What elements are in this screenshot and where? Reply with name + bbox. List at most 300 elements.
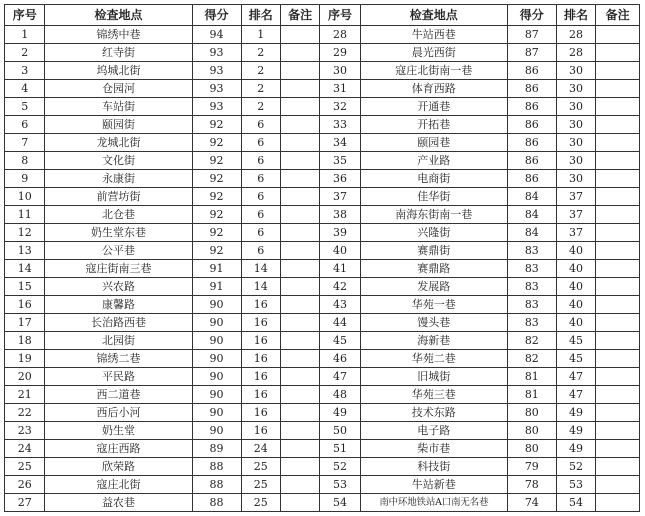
cell-no: 25 — [5, 458, 45, 476]
cell-rank: 30 — [556, 134, 595, 152]
cell-note — [280, 260, 319, 278]
cell-note — [280, 116, 319, 134]
cell-rank: 40 — [556, 278, 595, 296]
cell-no: 41 — [320, 260, 360, 278]
cell-place: 奶生堂东巷 — [45, 224, 192, 242]
cell-rank: 40 — [556, 296, 595, 314]
cell-score: 92 — [192, 134, 241, 152]
cell-place: 开通巷 — [360, 98, 507, 116]
cell-note — [596, 440, 640, 458]
cell-no: 40 — [320, 242, 360, 260]
cell-no: 27 — [5, 494, 45, 512]
cell-place: 华苑一巷 — [360, 296, 507, 314]
cell-note — [280, 368, 319, 386]
cell-score: 84 — [507, 206, 556, 224]
cell-score: 84 — [507, 224, 556, 242]
cell-place: 体育西路 — [360, 80, 507, 98]
cell-score: 86 — [507, 134, 556, 152]
cell-note — [596, 314, 640, 332]
header-place: 检查地点 — [360, 5, 507, 26]
cell-rank: 6 — [241, 170, 280, 188]
cell-score: 81 — [507, 368, 556, 386]
cell-no: 11 — [5, 206, 45, 224]
cell-score: 90 — [192, 368, 241, 386]
cell-place: 前营坊街 — [45, 188, 192, 206]
cell-rank: 2 — [241, 98, 280, 116]
cell-note — [596, 350, 640, 368]
cell-rank: 16 — [241, 296, 280, 314]
cell-place: 馒头巷 — [360, 314, 507, 332]
cell-place: 坞城北街 — [45, 62, 192, 80]
cell-rank: 2 — [241, 62, 280, 80]
cell-no: 17 — [5, 314, 45, 332]
cell-score: 86 — [507, 116, 556, 134]
table-row — [5, 26, 640, 44]
cell-no: 30 — [320, 62, 360, 80]
table-row — [5, 296, 640, 314]
cell-note — [280, 134, 319, 152]
cell-note — [596, 242, 640, 260]
cell-note — [280, 404, 319, 422]
cell-place: 永康街 — [45, 170, 192, 188]
cell-place: 文化街 — [45, 152, 192, 170]
cell-place: 仓园河 — [45, 80, 192, 98]
cell-place: 锦绣二巷 — [45, 350, 192, 368]
cell-score: 78 — [507, 476, 556, 494]
cell-rank: 47 — [556, 368, 595, 386]
cell-note — [596, 152, 640, 170]
cell-score: 92 — [192, 188, 241, 206]
cell-rank: 16 — [241, 404, 280, 422]
cell-no: 37 — [320, 188, 360, 206]
cell-rank: 40 — [556, 314, 595, 332]
cell-no: 42 — [320, 278, 360, 296]
cell-no: 8 — [5, 152, 45, 170]
cell-no: 24 — [5, 440, 45, 458]
cell-place: 西二道巷 — [45, 386, 192, 404]
cell-no: 6 — [5, 116, 45, 134]
table-row — [5, 458, 640, 476]
cell-no: 14 — [5, 260, 45, 278]
cell-score: 90 — [192, 404, 241, 422]
table-row — [5, 314, 640, 332]
cell-score: 90 — [192, 314, 241, 332]
cell-no: 31 — [320, 80, 360, 98]
cell-score: 93 — [192, 80, 241, 98]
cell-place: 北仓巷 — [45, 206, 192, 224]
cell-rank: 28 — [556, 44, 595, 62]
cell-score: 86 — [507, 98, 556, 116]
cell-no: 39 — [320, 224, 360, 242]
cell-place: 柴市巷 — [360, 440, 507, 458]
table-row — [5, 242, 640, 260]
table-row — [5, 206, 640, 224]
cell-rank: 53 — [556, 476, 595, 494]
cell-note — [596, 260, 640, 278]
table-row — [5, 260, 640, 278]
cell-score: 87 — [507, 44, 556, 62]
cell-note — [596, 458, 640, 476]
cell-place: 长治路西巷 — [45, 314, 192, 332]
ranking-table-container — [4, 4, 640, 512]
cell-note — [596, 296, 640, 314]
cell-note — [280, 494, 319, 512]
cell-note — [596, 44, 640, 62]
cell-place: 电商街 — [360, 170, 507, 188]
cell-note — [280, 80, 319, 98]
cell-note — [596, 170, 640, 188]
table-row — [5, 170, 640, 188]
cell-place: 龙城北街 — [45, 134, 192, 152]
table-row — [5, 368, 640, 386]
cell-place: 颐园街 — [45, 116, 192, 134]
cell-place: 产业路 — [360, 152, 507, 170]
cell-no: 28 — [320, 26, 360, 44]
cell-score: 83 — [507, 296, 556, 314]
cell-place: 科技街 — [360, 458, 507, 476]
cell-no: 35 — [320, 152, 360, 170]
cell-no: 45 — [320, 332, 360, 350]
table-row — [5, 476, 640, 494]
cell-note — [596, 134, 640, 152]
cell-no: 23 — [5, 422, 45, 440]
cell-rank: 30 — [556, 80, 595, 98]
cell-note — [596, 206, 640, 224]
table-row — [5, 440, 640, 458]
cell-score: 88 — [192, 494, 241, 512]
cell-rank: 49 — [556, 440, 595, 458]
cell-note — [596, 224, 640, 242]
cell-score: 89 — [192, 440, 241, 458]
cell-note — [280, 350, 319, 368]
cell-place: 寇庄西路 — [45, 440, 192, 458]
table-row — [5, 422, 640, 440]
cell-score: 93 — [192, 98, 241, 116]
table-row — [5, 332, 640, 350]
cell-score: 81 — [507, 386, 556, 404]
cell-no: 19 — [5, 350, 45, 368]
cell-no: 1 — [5, 26, 45, 44]
table-row — [5, 98, 640, 116]
cell-note — [596, 62, 640, 80]
table-row — [5, 116, 640, 134]
cell-score: 90 — [192, 422, 241, 440]
cell-rank: 24 — [241, 440, 280, 458]
cell-note — [596, 98, 640, 116]
header-no: 序号 — [5, 5, 45, 26]
table-row — [5, 152, 640, 170]
cell-note — [280, 206, 319, 224]
cell-place: 西后小河 — [45, 404, 192, 422]
table-row — [5, 494, 640, 512]
cell-rank: 6 — [241, 116, 280, 134]
table-body — [5, 26, 640, 512]
cell-place: 晨光西街 — [360, 44, 507, 62]
table-row — [5, 224, 640, 242]
cell-rank: 16 — [241, 314, 280, 332]
cell-place: 寇庄街南三巷 — [45, 260, 192, 278]
cell-place: 益农巷 — [45, 494, 192, 512]
cell-note — [280, 62, 319, 80]
cell-note — [596, 404, 640, 422]
cell-rank: 16 — [241, 368, 280, 386]
cell-rank: 6 — [241, 206, 280, 224]
table-row — [5, 62, 640, 80]
cell-score: 80 — [507, 404, 556, 422]
cell-no: 47 — [320, 368, 360, 386]
cell-place: 电子路 — [360, 422, 507, 440]
table-row — [5, 350, 640, 368]
cell-score: 74 — [507, 494, 556, 512]
cell-no: 33 — [320, 116, 360, 134]
table-row — [5, 44, 640, 62]
cell-rank: 6 — [241, 242, 280, 260]
cell-place: 旧城街 — [360, 368, 507, 386]
cell-no: 43 — [320, 296, 360, 314]
cell-score: 90 — [192, 332, 241, 350]
cell-score: 79 — [507, 458, 556, 476]
cell-place: 佳华街 — [360, 188, 507, 206]
cell-no: 38 — [320, 206, 360, 224]
cell-rank: 1 — [241, 26, 280, 44]
cell-note — [280, 26, 319, 44]
cell-note — [596, 188, 640, 206]
header-score: 得分 — [507, 5, 556, 26]
cell-no: 3 — [5, 62, 45, 80]
cell-score: 83 — [507, 260, 556, 278]
cell-place: 南海东街南一巷 — [360, 206, 507, 224]
cell-score: 92 — [192, 170, 241, 188]
cell-score: 83 — [507, 242, 556, 260]
cell-place: 寇庄北街 — [45, 476, 192, 494]
cell-place: 发展路 — [360, 278, 507, 296]
cell-place: 锦绣中巷 — [45, 26, 192, 44]
cell-no: 5 — [5, 98, 45, 116]
cell-score: 92 — [192, 116, 241, 134]
cell-note — [280, 278, 319, 296]
inspection-ranking-table — [4, 4, 640, 512]
cell-rank: 45 — [556, 332, 595, 350]
cell-score: 93 — [192, 62, 241, 80]
cell-note — [280, 332, 319, 350]
cell-no: 15 — [5, 278, 45, 296]
cell-score: 92 — [192, 242, 241, 260]
cell-rank: 6 — [241, 134, 280, 152]
cell-note — [280, 422, 319, 440]
cell-place: 欣荣路 — [45, 458, 192, 476]
cell-no: 54 — [320, 494, 360, 512]
cell-note — [280, 386, 319, 404]
cell-no: 32 — [320, 98, 360, 116]
cell-score: 91 — [192, 278, 241, 296]
cell-note — [596, 80, 640, 98]
cell-place: 华苑三巷 — [360, 386, 507, 404]
cell-place: 红寺街 — [45, 44, 192, 62]
cell-note — [596, 476, 640, 494]
cell-no: 44 — [320, 314, 360, 332]
cell-note — [280, 476, 319, 494]
cell-score: 83 — [507, 314, 556, 332]
cell-no: 36 — [320, 170, 360, 188]
header-note: 备注 — [280, 5, 319, 26]
cell-no: 50 — [320, 422, 360, 440]
cell-rank: 6 — [241, 188, 280, 206]
cell-score: 86 — [507, 80, 556, 98]
cell-note — [280, 242, 319, 260]
cell-no: 10 — [5, 188, 45, 206]
cell-score: 86 — [507, 152, 556, 170]
cell-no: 2 — [5, 44, 45, 62]
cell-note — [280, 296, 319, 314]
cell-no: 16 — [5, 296, 45, 314]
cell-score: 92 — [192, 152, 241, 170]
cell-rank: 30 — [556, 116, 595, 134]
cell-no: 13 — [5, 242, 45, 260]
cell-place: 颐园巷 — [360, 134, 507, 152]
cell-place: 华苑二巷 — [360, 350, 507, 368]
cell-score: 86 — [507, 62, 556, 80]
cell-note — [596, 368, 640, 386]
cell-rank: 40 — [556, 260, 595, 278]
cell-rank: 14 — [241, 260, 280, 278]
cell-rank: 47 — [556, 386, 595, 404]
cell-score: 92 — [192, 224, 241, 242]
cell-no: 48 — [320, 386, 360, 404]
cell-place: 技术东路 — [360, 404, 507, 422]
cell-rank: 54 — [556, 494, 595, 512]
cell-score: 80 — [507, 422, 556, 440]
cell-place: 兴农路 — [45, 278, 192, 296]
cell-no: 29 — [320, 44, 360, 62]
cell-note — [280, 314, 319, 332]
cell-no: 49 — [320, 404, 360, 422]
cell-note — [280, 458, 319, 476]
cell-no: 20 — [5, 368, 45, 386]
cell-score: 82 — [507, 350, 556, 368]
cell-place: 海新巷 — [360, 332, 507, 350]
cell-note — [280, 224, 319, 242]
cell-score: 88 — [192, 458, 241, 476]
table-row — [5, 278, 640, 296]
cell-place: 车站街 — [45, 98, 192, 116]
cell-no: 9 — [5, 170, 45, 188]
cell-place: 北园街 — [45, 332, 192, 350]
cell-rank: 28 — [556, 26, 595, 44]
cell-no: 18 — [5, 332, 45, 350]
cell-note — [596, 332, 640, 350]
header-note: 备注 — [596, 5, 640, 26]
cell-rank: 2 — [241, 80, 280, 98]
cell-place: 牛站新巷 — [360, 476, 507, 494]
cell-rank: 6 — [241, 152, 280, 170]
cell-rank: 40 — [556, 242, 595, 260]
cell-no: 46 — [320, 350, 360, 368]
cell-rank: 16 — [241, 332, 280, 350]
cell-no: 52 — [320, 458, 360, 476]
cell-no: 4 — [5, 80, 45, 98]
cell-rank: 25 — [241, 458, 280, 476]
table-row — [5, 80, 640, 98]
header-no: 序号 — [320, 5, 360, 26]
cell-no: 21 — [5, 386, 45, 404]
cell-score: 92 — [192, 206, 241, 224]
cell-note — [280, 44, 319, 62]
cell-note — [280, 98, 319, 116]
table-row — [5, 386, 640, 404]
cell-rank: 14 — [241, 278, 280, 296]
table-row — [5, 188, 640, 206]
cell-rank: 6 — [241, 224, 280, 242]
cell-note — [596, 26, 640, 44]
cell-no: 22 — [5, 404, 45, 422]
cell-score: 90 — [192, 350, 241, 368]
cell-rank: 25 — [241, 494, 280, 512]
cell-rank: 30 — [556, 98, 595, 116]
cell-note — [280, 440, 319, 458]
cell-rank: 49 — [556, 404, 595, 422]
cell-no: 12 — [5, 224, 45, 242]
cell-rank: 25 — [241, 476, 280, 494]
cell-place: 寇庄北街南一巷 — [360, 62, 507, 80]
cell-rank: 49 — [556, 422, 595, 440]
cell-note — [596, 278, 640, 296]
cell-no: 53 — [320, 476, 360, 494]
cell-score: 90 — [192, 296, 241, 314]
cell-place: 牛站西巷 — [360, 26, 507, 44]
cell-no: 51 — [320, 440, 360, 458]
cell-rank: 16 — [241, 350, 280, 368]
cell-place: 赛鼎街 — [360, 242, 507, 260]
cell-note — [596, 116, 640, 134]
cell-rank: 30 — [556, 62, 595, 80]
cell-rank: 30 — [556, 152, 595, 170]
cell-note — [596, 386, 640, 404]
table-row — [5, 134, 640, 152]
cell-score: 90 — [192, 386, 241, 404]
cell-no: 26 — [5, 476, 45, 494]
cell-score: 93 — [192, 44, 241, 62]
cell-note — [280, 152, 319, 170]
cell-no: 7 — [5, 134, 45, 152]
cell-note — [280, 188, 319, 206]
cell-note — [596, 422, 640, 440]
cell-score: 87 — [507, 26, 556, 44]
cell-score: 80 — [507, 440, 556, 458]
cell-rank: 52 — [556, 458, 595, 476]
cell-rank: 37 — [556, 224, 595, 242]
header-rank: 排名 — [556, 5, 595, 26]
cell-rank: 45 — [556, 350, 595, 368]
cell-place: 开拓巷 — [360, 116, 507, 134]
cell-place: 公平巷 — [45, 242, 192, 260]
header-place: 检查地点 — [45, 5, 192, 26]
cell-score: 94 — [192, 26, 241, 44]
cell-score: 86 — [507, 170, 556, 188]
cell-score: 88 — [192, 476, 241, 494]
header-row — [5, 5, 640, 26]
cell-rank: 37 — [556, 206, 595, 224]
cell-score: 84 — [507, 188, 556, 206]
cell-place: 兴隆街 — [360, 224, 507, 242]
cell-score: 91 — [192, 260, 241, 278]
cell-rank: 30 — [556, 170, 595, 188]
cell-place: 奶生堂 — [45, 422, 192, 440]
cell-rank: 16 — [241, 422, 280, 440]
cell-rank: 2 — [241, 44, 280, 62]
cell-score: 82 — [507, 332, 556, 350]
cell-place: 平民路 — [45, 368, 192, 386]
cell-place: 康馨路 — [45, 296, 192, 314]
